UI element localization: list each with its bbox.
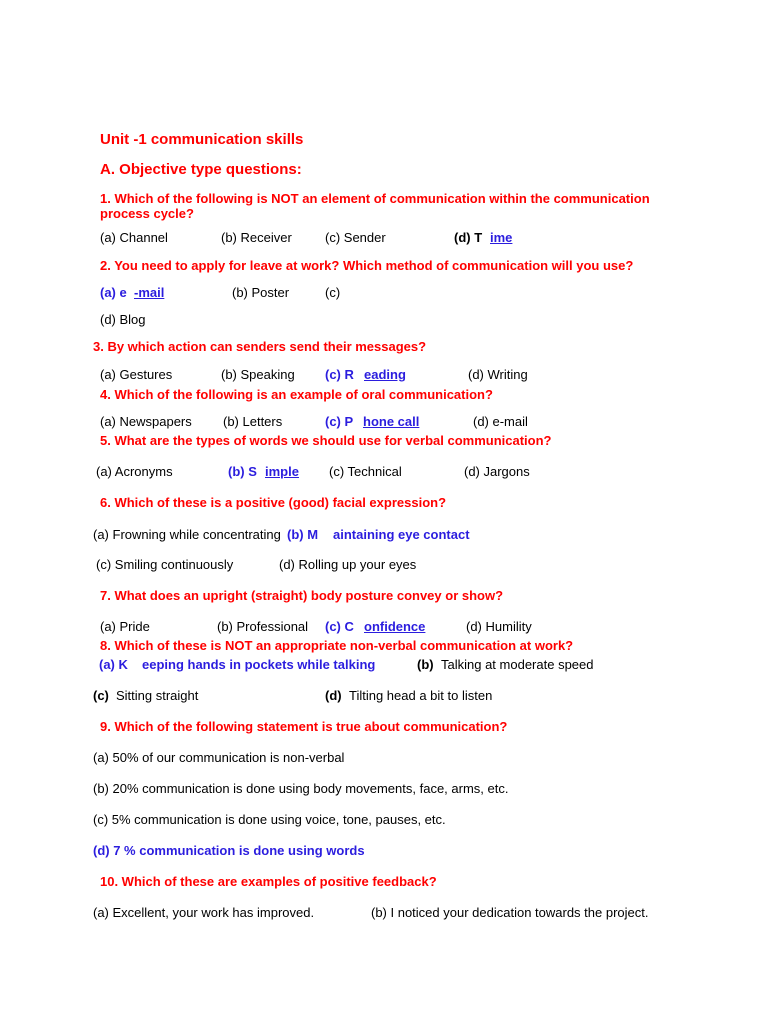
option-4a: (a) Newspapers <box>100 414 192 429</box>
option-8d-text: Tilting head a bit to listen <box>349 688 493 703</box>
option-8b-label: (b) <box>417 657 434 672</box>
option-2c: (c) <box>325 285 341 300</box>
answer-3-link[interactable]: eading <box>364 367 406 382</box>
question-5: 5. What are the types of words we should use for verbal communication? <box>100 433 552 448</box>
option-5d: (d) Jargons <box>464 464 530 479</box>
option-4d: (d) e-mail <box>473 414 528 429</box>
page-title: Unit -1 communication skills <box>100 131 304 148</box>
option-9c: (c) 5% communication is done using voice, tone, pauses, etc. <box>93 812 446 827</box>
option-9a: (a) 50% of our communication is non-verbal <box>93 750 345 765</box>
question-10: 10. Which of these are examples of positive feedback? <box>100 874 437 889</box>
option-1a: (a) Channel <box>100 230 168 245</box>
section-heading: A. Objective type questions: <box>100 161 302 178</box>
option-10a: (a) Excellent, your work has improved. <box>93 905 315 920</box>
question-9: 9. Which of the following statement is true about communication? <box>100 719 508 734</box>
option-5c: (c) Technical <box>329 464 402 479</box>
answer-5-label: (b) S <box>228 464 257 479</box>
option-3b: (b) Speaking <box>221 367 295 382</box>
answer-4-link[interactable]: hone call <box>363 414 420 429</box>
option-4b: (b) Letters <box>223 414 283 429</box>
option-8c-label: (c) <box>93 688 109 703</box>
option-6a: (a) Frowning while concentrating <box>93 527 281 542</box>
option-8c-text: Sitting straight <box>116 688 199 703</box>
answer-6-label: (b) M <box>287 527 319 542</box>
option-9b: (b) 20% communication is done using body movements, face, arms, etc. <box>93 781 509 796</box>
question-4: 4. Which of the following is an example of oral communication? <box>100 387 493 402</box>
answer-9: (d) 7 % communication is done using words <box>93 843 365 858</box>
option-2d: (d) Blog <box>100 312 146 327</box>
option-1d-label: (d) T <box>454 230 483 245</box>
option-3a: (a) Gestures <box>100 367 173 382</box>
option-7b: (b) Professional <box>217 619 309 634</box>
option-3d: (d) Writing <box>468 367 528 382</box>
question-7: 7. What does an upright (straight) body posture convey or show? <box>100 588 504 603</box>
option-5a: (a) Acronyms <box>96 464 173 479</box>
answer-7-link[interactable]: onfidence <box>364 619 426 634</box>
answer-2-label: (a) e <box>100 285 127 300</box>
answer-8-text: eeping hands in pockets while talking <box>142 657 376 672</box>
answer-2-link[interactable]: -mail <box>134 285 165 300</box>
question-1: 1. Which of the following is NOT an element of communication within the communication <box>100 191 650 206</box>
option-7a: (a) Pride <box>100 619 150 634</box>
option-7d: (d) Humility <box>466 619 532 634</box>
question-2: 2. You need to apply for leave at work? Which method of communication will you use? <box>100 258 634 273</box>
answer-7-label: (c) C <box>325 619 354 634</box>
answer-5-link[interactable]: imple <box>265 464 299 479</box>
option-2b: (b) Poster <box>232 285 290 300</box>
option-8b-text: Talking at moderate speed <box>441 657 594 672</box>
question-3: 3. By which action can senders send their messages? <box>93 339 427 354</box>
question-8: 8. Which of these is NOT an appropriate non-verbal communication at work? <box>100 638 574 653</box>
question-6: 6. Which of these is a positive (good) facial expression? <box>100 495 447 510</box>
option-6c: (c) Smiling continuously <box>96 557 234 572</box>
answer-1-link[interactable]: ime <box>490 230 513 245</box>
answer-6-text: aintaining eye contact <box>333 527 470 542</box>
option-1c: (c) Sender <box>325 230 386 245</box>
option-1b: (b) Receiver <box>221 230 292 245</box>
question-1-cont: process cycle? <box>100 206 194 221</box>
option-10b: (b) I noticed your dedication towards the project. <box>371 905 649 920</box>
answer-4-label: (c) P <box>325 414 354 429</box>
option-8d-label: (d) <box>325 688 342 703</box>
option-6d: (d) Rolling up your eyes <box>279 557 417 572</box>
answer-8-label: (a) K <box>99 657 128 672</box>
answer-3-label: (c) R <box>325 367 354 382</box>
